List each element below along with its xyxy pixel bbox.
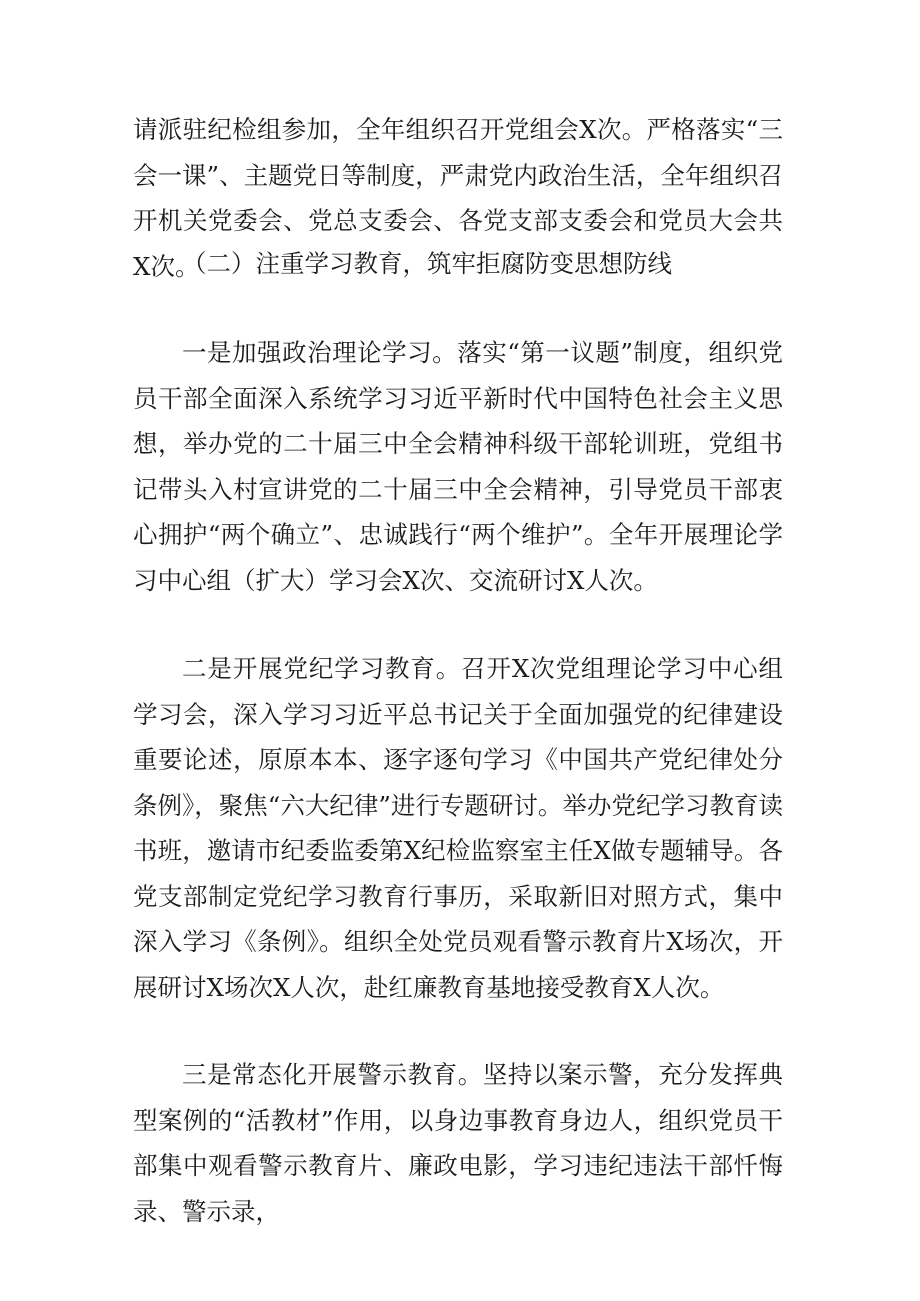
paragraph-text: 二是开展党纪学习教育。召开X次党组理论学习中心组学习会，深入学习习近平总书记关于全面加强党的纪律建设重要论述，原原本本、逐字逐句学习《中国共产党纪律处分条例》，聚焦“六大纪律”进行专题研讨。举办党纪学习教育读书班，邀请市纪委监委第X纪检监察室主任X做专题辅导。各党支部制定党纪学习教育行事历，采取新旧对照方式，集中深入学习《条例》。组织全处党员观看警示教育片X场次，开展研讨X场次X人次，赴红廉教育基地接受教育X人次。	[133, 654, 783, 1002]
paragraph-text: 请派驻纪检组参加，全年组织召开党组会X次。严格落实“三会一课”、主题党日等制度，严肃党内政治生活，全年组织召开机关党委会、党总支委会、各党支部支委会和党员大会共X次。	[133, 115, 783, 281]
paragraph-political-theory	[133, 330, 783, 603]
paragraph-warning-education	[133, 1052, 783, 1234]
section-heading-text: （二）注重学习教育，筑牢拒腐防变思想防线	[182, 249, 672, 278]
section-heading	[133, 241, 783, 287]
paragraph-text: 一是加强政治理论学习。落实“第一议题”制度，组织党员干部全面深入系统学习习近平新时代中国特色社会主义思想，举办党的二十届三中全会精神科级干部轮训班，党组书记带头入村宣讲党的二十届三中全会精神，引导党员干部衷心拥护“两个确立”、忠诚践行“两个维护”。全年开展理论学习中心组（扩大）学习会X次、交流研讨X人次。	[133, 338, 783, 595]
paragraph-text: 三是常态化开展警示教育。坚持以案示警，充分发挥典型案例的“活教材”作用，以身边事教育身边人，组织党员干部集中观看警示教育片、廉政电影，学习违纪违法干部忏悔录、警示录，	[133, 1060, 783, 1226]
paragraph-discipline-education	[133, 646, 783, 1010]
